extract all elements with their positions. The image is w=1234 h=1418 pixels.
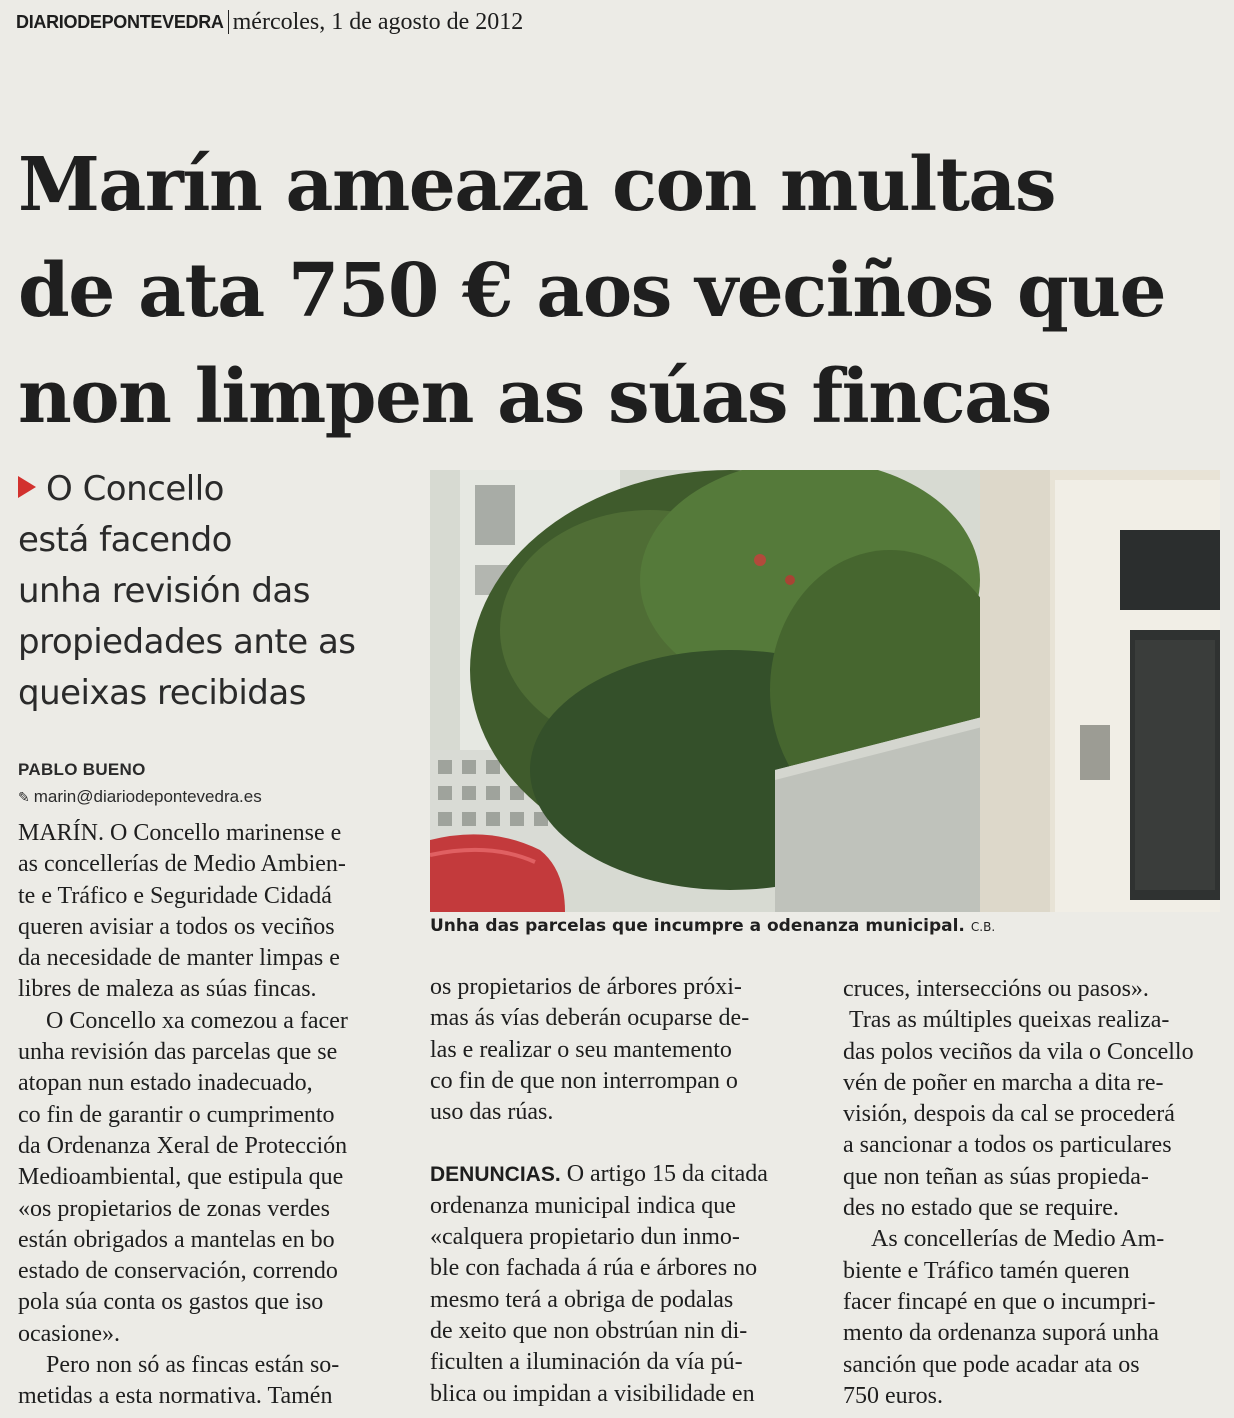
body-line: Medioambiental, que estipula que (18, 1164, 344, 1191)
body-line: os propietarios de árbores próxi- (430, 974, 742, 1000)
article-photo (430, 470, 1220, 912)
body-line: ordenanza municipal indica que (430, 1192, 736, 1219)
body-line: cruces, interseccións ou pasos». (843, 976, 1149, 1002)
body-line: vén de poñer en marcha a dita re- (843, 1069, 1164, 1096)
newspaper-brand: DIARIODEPONTEVEDRA (16, 11, 224, 32)
body-text: O artigo 15 da citada (560, 1161, 768, 1188)
body-line: «calquera propietario dun inmo- (430, 1224, 740, 1251)
photo-caption-text: Unha das parcelas que incumpre a odenanza municipal. (430, 916, 965, 936)
body-line: visión, despois da cal se procederá (843, 1101, 1175, 1128)
body-line: O Concello xa comezou a facer (46, 1007, 348, 1034)
body-line: Pero non só as fincas están so- (46, 1352, 340, 1379)
lead-summary (18, 464, 408, 719)
lead-line-1 (18, 464, 408, 515)
headline-line-1: Marín ameaza con multas (18, 142, 1056, 228)
body-line: te e Tráfico e Seguridade Cidadá (18, 882, 332, 909)
body-line: 750 euros. (843, 1382, 943, 1409)
body-line: ble con fachada á rúa e árbores no (430, 1255, 758, 1282)
body-line: ocasione». (18, 1320, 120, 1347)
article-column-3 (843, 974, 1223, 1412)
body-line: das polos veciños da vila o Concello (843, 1038, 1194, 1065)
body-line: libres de maleza as súas fincas. (18, 976, 317, 1003)
masthead (16, 6, 523, 38)
body-line: uso das rúas. (430, 1099, 554, 1126)
author-name: PABLO BUENO (18, 760, 146, 779)
body-line: metidas a esta normativa. Tamén (18, 1383, 333, 1410)
body-line: las e realizar o seu mantemento (430, 1036, 732, 1063)
masthead-divider (228, 10, 229, 34)
body-line: da Ordenanza Xeral de Protección (18, 1132, 348, 1159)
lead-line-2: está facendo (18, 520, 232, 560)
body-line: mesmo terá a obriga de podalas (430, 1286, 734, 1313)
section-kicker: DENUNCIAS. (430, 1163, 561, 1187)
subheading-line (430, 1159, 810, 1190)
body-line: des no estado que se require. (843, 1195, 1119, 1222)
body-line: mento da ordenanza suporá unha (843, 1320, 1159, 1347)
author-email (18, 787, 262, 807)
body-line: «os propietarios de zonas verdes (18, 1195, 330, 1222)
body-line: a sancionar a todos os particulares (843, 1132, 1172, 1159)
body-line: están obrigados a mantelas en bo (18, 1226, 335, 1253)
body-line: ficulten a iluminación da vía pú- (430, 1349, 743, 1376)
author-email-text[interactable]: marin@diariodepontevedra.es (33, 787, 262, 806)
body-line: mas ás vías deberán ocuparse de- (430, 1005, 750, 1032)
body-line: facer fincapé en que o incumpri- (843, 1288, 1156, 1315)
body-line: co fin de que non interrompan o (430, 1067, 738, 1094)
body-line: as concellerías de Medio Ambien- (18, 851, 346, 878)
lead-line-3: unha revisión das (18, 571, 310, 611)
body-line: de xeito que non obstrúan nin di- (430, 1317, 748, 1344)
lead-text-1: O Concello (46, 469, 224, 509)
body-line: queren avisiar a todos os veciños (18, 913, 335, 940)
body-line: MARÍN. O Concello marinense e (18, 820, 342, 846)
body-line: Tras as múltiples queixas realiza- (849, 1007, 1170, 1034)
body-line: As concellerías de Medio Am- (871, 1226, 1165, 1253)
photo-credit: C.B. (970, 920, 996, 934)
body-line: unha revisión das parcelas que se (18, 1039, 338, 1066)
body-line: estado de conservación, correndo (18, 1258, 338, 1285)
lead-line-4: propiedades ante as (18, 622, 356, 662)
lead-line-5: queixas recibidas (18, 673, 306, 713)
red-arrow-icon (18, 476, 36, 498)
publication-date: mércoles, 1 de agosto de 2012 (232, 8, 524, 35)
headline-line-2: de ata 750 € aos veciños que (18, 248, 1166, 334)
body-line: biente e Tráfico tamén queren (843, 1257, 1130, 1284)
body-line: da necesidade de manter limpas e (18, 945, 340, 972)
body-line: sanción que pode acadar ata os (843, 1351, 1140, 1378)
headline-line-3: non limpen as súas fincas (18, 354, 1051, 440)
overgrown-plot-illustration (430, 470, 1220, 912)
body-line: que non teñan as súas propieda- (843, 1163, 1149, 1190)
body-line: blica ou impidan a visibilidade en (430, 1380, 755, 1407)
email-icon: ✎ (18, 788, 30, 805)
body-line: atopan nun estado inadecuado, (18, 1070, 313, 1097)
body-line: co fin de garantir o cumprimento (18, 1101, 335, 1128)
headline (18, 132, 1218, 450)
photo-caption (430, 916, 1220, 936)
body-line: pola súa conta os gastos que iso (18, 1289, 324, 1316)
article-column-1 (18, 818, 398, 1413)
article-column-2 (430, 972, 810, 1410)
